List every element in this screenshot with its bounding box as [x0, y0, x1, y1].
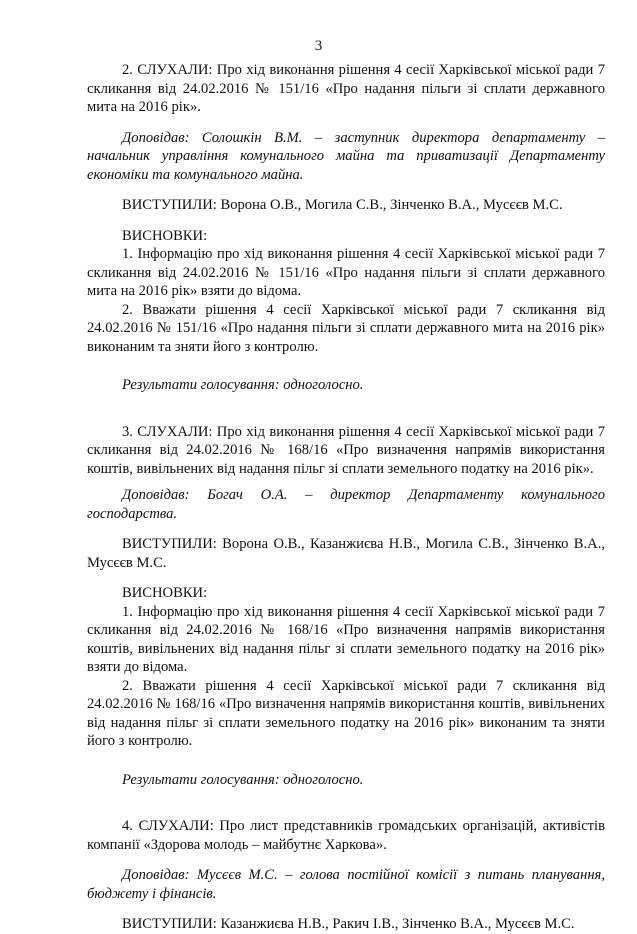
- agenda-item-2: [87, 61, 605, 395]
- item3-vote-result: Результати голосування: одноголосно.: [122, 771, 364, 788]
- item2-speaker: Доповідав: Солошкін В.М. – заступник директора департаменту – начальник управління комунального майна та приватизації Департаменту економіки та комунального майна.: [87, 129, 605, 183]
- item3-speakers-spoke: ВИСТУПИЛИ: Ворона О.В., Казанжиєва Н.В., Могила С.В., Зінченко В.А., Мусєєв М.С.: [87, 536, 605, 571]
- item4-speakers-spoke: ВИСТУПИЛИ: Казанжиєва Н.В., Ракич І.В., Зінченко В.А., Мусєєв М.С.: [122, 916, 575, 932]
- item3-heard: 3. СЛУХАЛИ: Про хід виконання рішення 4 сесії Харківської міської ради 7 скликання від 24.02.2016 № 168/16 «Про визначення напрямів використання коштів, вивільнених від надання пільг зі сплати земельного податку на 2016 рік».: [87, 423, 605, 477]
- item2-conclusion-2: 2. Вважати рішення 4 сесії Харківської міської ради 7 скликання від 24.02.2016 № 151/16 «Про надання пільги зі сплати державного мита на 2016 рік» виконаним та зняти його з контролю.: [87, 301, 605, 355]
- item4-speaker: Доповідав: Мусєєв М.С. – голова постійної комісії з питань планування, бюджету і фінансів.: [87, 867, 605, 902]
- item3-conclusions-title: ВИСНОВКИ:: [122, 585, 208, 601]
- minutes-body: [87, 61, 605, 934]
- item3-speaker: Доповідав: Богач О.А. – директор Департаменту комунального господарства.: [87, 487, 605, 522]
- item2-conclusions-title: ВИСНОВКИ:: [122, 227, 208, 244]
- agenda-item-4: [87, 817, 605, 934]
- item4-heard: 4. СЛУХАЛИ: Про лист представників громадських організацій, активістів компанії «Здорова молодь – майбутнє Харкова».: [87, 818, 605, 853]
- item2-speakers-spoke: ВИСТУПИЛИ: Ворона О.В., Могила С.В., Зінченко В.А., Мусєєв М.С.: [122, 197, 563, 213]
- agenda-item-3: [87, 423, 605, 790]
- item3-conclusion-2: 2. Вважати рішення 4 сесії Харківської міської ради 7 скликання від 24.02.2016 № 168/16 «Про визначення напрямів використання коштів, вивільнених від надання пільг зі сплати земельного податку на 2016 рік» виконаним та зняти його з контролю.: [87, 677, 605, 749]
- page-number: 3: [314, 38, 323, 54]
- item2-heard: 2. СЛУХАЛИ: Про хід виконання рішення 4 сесії Харківської міської ради 7 скликання від 24.02.2016 № 151/16 «Про надання пільги зі сплати державного мита на 2016 рік».: [87, 62, 605, 115]
- item3-conclusion-1: 1. Інформацію про хід виконання рішення 4 сесії Харківської міської ради 7 скликання від 24.02.2016 № 168/16 «Про визначення напрямів використання коштів, вивільнених від надання пільг зі сплати земельного податку на 2016 рік» взяти до відома.: [87, 603, 605, 675]
- item2-conclusion-1: 1. Інформацію про хід виконання рішення 4 сесії Харківської міської ради 7 скликання від 24.02.2016 № 151/16 «Про надання пільги зі сплати державного мита на 2016 рік» взяти до відома.: [87, 246, 605, 299]
- item2-vote-result: Результати голосування: одноголосно.: [122, 377, 364, 393]
